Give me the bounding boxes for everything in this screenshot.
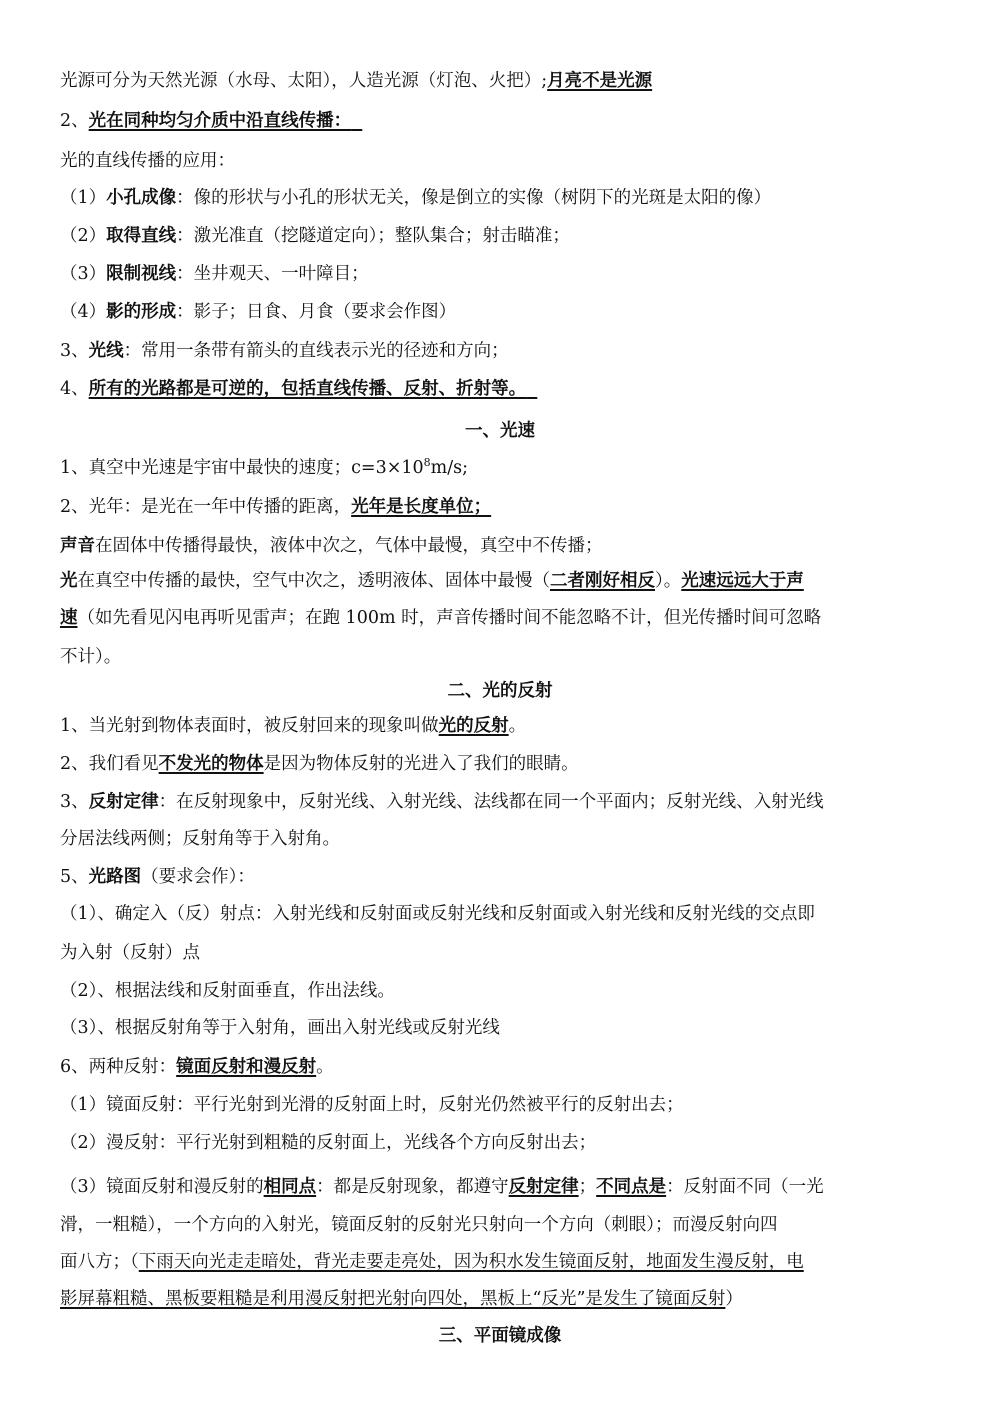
text-line: 5、光路图（要求会作）： [60,867,255,887]
text-line: （1）小孔成像：像的形状与小孔的形状无关，像是倒立的实像（树阴下的光斑是太阳的像） [60,188,772,208]
text-line: 滑，一粗糙），一个方向的入射光，镜面反射的反射光只射向一个方向（刺眼）；而漫反射向四 [60,1215,778,1235]
text-line: 6、两种反射：镜面反射和漫反射。 [60,1057,334,1077]
text-line: （3）镜面反射和漫反射的相同点：都是反射现象，都遵守反射定律；不同点是：反射面不同（一光 [60,1177,824,1197]
text-line: 4、所有的光路都是可逆的，包括直线传播、反射、折射等。 [60,379,527,399]
text-line: （4）影的形成：影子；日食、月食（要求会作图） [60,302,457,322]
text-line: （2）、根据法线和反射面垂直，作出法线。 [60,981,395,1001]
text-line: 1、当光射到物体表面时，被反射回来的现象叫做光的反射。 [60,716,527,736]
text-line: 面八方；（下雨天向光走走暗处，背光走要走亮处，因为积水发生镜面反射，地面发生漫反射，电 [60,1252,804,1272]
text-line: 光源可分为天然光源（水母、太阳），人造光源（灯泡、火把）;月亮不是光源 [60,71,653,91]
text-line: 光在真空中传播的最快，空气中次之，透明液体、固体中最慢（二者刚好相反）。光速远远大于声 [60,571,804,591]
section-heading: 三、平面镜成像 [438,1326,562,1346]
text-line: （1）镜面反射：平行光射到光滑的反射面上时，反射光仍然被平行的反射出去； [60,1095,684,1115]
text-line: 2、光年：是光在一年中传播的距离，光年是长度单位； [60,497,492,517]
text-line: 3、光线：常用一条带有箭头的直线表示光的径迹和方向； [60,341,509,361]
text-line: （1）、确定入（反）射点：入射光线和反射面或反射光线和反射面或入射光线和反射光线的交点即 [60,904,815,924]
text-line: 光的直线传播的应用： [60,151,235,171]
text-line: 声音在固体中传播得最快，液体中次之，气体中最慢，真空中不传播； [60,536,603,556]
text-line: 速（如先看见闪电再听见雷声；在跑 100m 时，声音传播时间不能忽略不计，但光传播时间可忽略 [60,608,822,628]
text-line: （3）、根据反射角等于入射角，画出入射光线或反射光线 [60,1018,500,1038]
text-line: （2）取得直线：激光准直（挖隧道定向）；整队集合；射击瞄准； [60,226,570,246]
text-line: 为入射（反射）点 [60,943,200,963]
text-line: 分居法线两侧；反射角等于入射角。 [60,829,340,849]
text-line: （3）限制视线：坐井观天、一叶障目； [60,264,369,284]
section-heading: 一、光速 [465,421,535,441]
text-line: （2）漫反射：平行光射到粗糙的反射面上，光线各个方向反射出去； [60,1133,597,1153]
text-line: 1、真空中光速是宇宙中最快的速度；$c=3\times 10^8m/s$; [60,456,469,478]
text-line: 2、我们看见不发光的物体是因为物体反射的光进入了我们的眼睛。 [60,754,579,774]
text-line: 影屏幕粗糙、黑板要粗糙是利用漫反射把光射向四处，黑板上“反光”是发生了镜面反射） [60,1289,743,1309]
section-heading: 二、光的反射 [447,681,553,701]
text-line: 2、光在同种均匀介质中沿直线传播： [60,111,352,131]
text-line: 3、反射定律：在反射现象中，反射光线、入射光线、法线都在同一个平面内；反射光线、入射光线 [60,792,824,812]
text-line: 不计）。 [60,647,122,667]
